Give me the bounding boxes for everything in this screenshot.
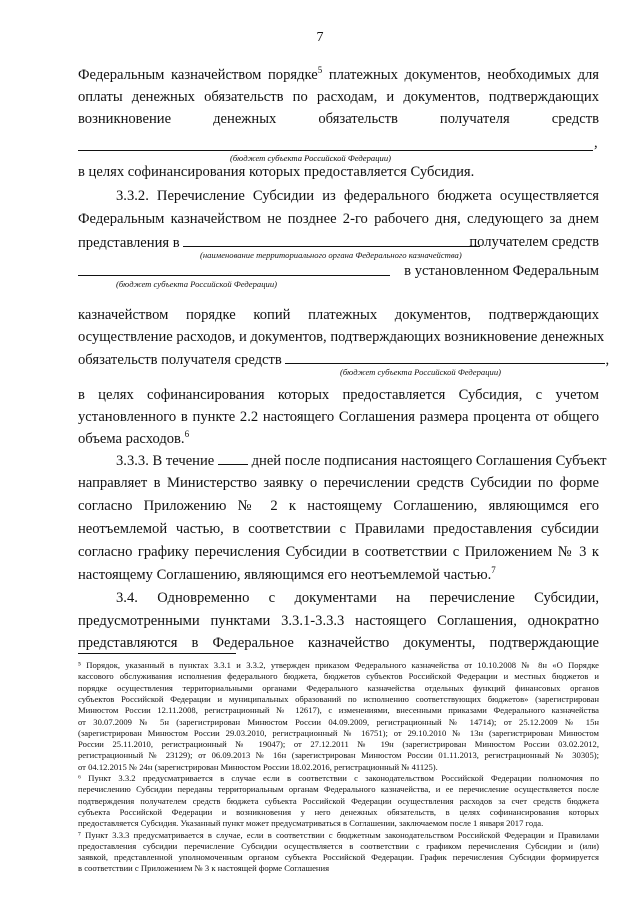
footnote-line: субъекта Российской Федерации и возникновения у него денежных обязательств, в целях софинансирования которых bbox=[78, 806, 599, 817]
footnote-line: ⁵ Порядок, указанный в пунктах 3.3.1 и 3.3.2, утвержден приказом Федерального казначейства от 10.10.2008 № 8н «О Порядке bbox=[78, 660, 599, 670]
body-line bbox=[78, 66, 599, 84]
body-line: 3.3.2. Перечисление Субсидии из федерального бюджета осуществляется bbox=[116, 188, 599, 204]
footnote-line: кассового обслуживания исполнения федерального бюджета, бюджетов субъектов Российской Федерации и местных бюджетов и bbox=[78, 671, 599, 682]
body-line bbox=[78, 430, 599, 448]
body-text: , bbox=[594, 135, 598, 151]
body-line: предусмотренными пунктами 3.3.1-3.3.3 настоящего Соглашения, однократно bbox=[78, 613, 599, 629]
footnote-ref: 7 bbox=[491, 565, 496, 576]
footnote-line: подтверждения получателем средств бюджета субъекта Российской Федерации осуществления расходов за счет средств бюджета bbox=[78, 795, 599, 806]
footnote-line: субъектов Российской Федерации и муниципальных образований по исполнению соответствующих бюджетов» (зарегистрирован bbox=[78, 693, 599, 704]
field-caption: (наименование территориального органа Федерального казначейства) bbox=[200, 250, 462, 260]
footnote-line: ⁶ Пункт 3.3.2 предусматривается в случае если в соответствии с законодательством Российской Федерации полномочия по bbox=[78, 773, 599, 783]
body-text: Федеральным казначейством порядке bbox=[78, 67, 318, 83]
body-line: в целях софинансирования которых предоставляется Субсидия. bbox=[78, 164, 475, 180]
body-line bbox=[78, 350, 610, 369]
body-line: согласно графику перечисления Субсидии в соответствии с Приложением № 3 к bbox=[78, 544, 599, 560]
body-line: оплаты денежных обязательств по расходам, и документов, подтверждающих bbox=[78, 89, 599, 105]
body-line: неотъемлемой частью, в соответствии с Правилами предоставления субсидии bbox=[78, 521, 599, 537]
footnote-line: перечислению Субсидии переданы территориальным органам Федерального казначейства, и ее перечисление осуществляется после bbox=[78, 784, 599, 795]
body-line bbox=[116, 451, 607, 470]
blank-line bbox=[78, 275, 390, 276]
body-text: представления в bbox=[78, 235, 180, 251]
body-text: получателем средств bbox=[469, 234, 599, 250]
footnote-line: России 25.11.2010, регистрационный № 19047); от 27.12.2011 № 19н (зарегистрирован Минюстом России 03.02.2012, bbox=[78, 739, 599, 750]
body-line: возникновение денежных обязательств получателя средств bbox=[78, 111, 599, 127]
body-text: 3.3.3. В течение bbox=[116, 453, 215, 469]
footnote-line: порядке осуществления территориальными органами Федерального казначейства отдельных функций финансовых органов bbox=[78, 682, 599, 693]
blank-line bbox=[218, 451, 248, 465]
body-text: обязательств получателя средств bbox=[78, 352, 282, 368]
body-line: направляет в Министерство заявку о перечислении средств Субсидии по форме bbox=[78, 475, 599, 491]
body-line: согласно Приложению № 2 к настоящему Соглашению, являющимся его bbox=[78, 498, 599, 514]
footnote-line: от 30.07.2009 № 5н (зарегистрирован Минюстом России 04.09.2009, регистрационный № 14714); от 25.12.2009 № 15н bbox=[78, 716, 599, 727]
blank-line bbox=[285, 350, 605, 364]
footnote-line: регистрационный № 23129); от 06.09.2013 № 16н (зарегистрирован Минюстом России 01.11.2013, регистрационный № 30305); bbox=[78, 750, 599, 761]
footnote-separator bbox=[78, 653, 236, 654]
footnote-line: от 04.12.2015 № 24н (зарегистрирован Минюстом России 18.02.2016, регистрационный № 41125). bbox=[78, 761, 438, 772]
field-caption: (бюджет субъекта Российской Федерации) bbox=[230, 153, 391, 163]
body-line: Федеральным казначейством не позднее 2-го рабочего дня, следующего за днем bbox=[78, 211, 599, 227]
page-number: 7 bbox=[316, 30, 324, 45]
body-line: осуществление расходов, и документов, подтверждающих возникновение денежных bbox=[78, 329, 605, 345]
field-caption: (бюджет субъекта Российской Федерации) bbox=[340, 367, 501, 377]
blank-line bbox=[78, 150, 593, 151]
footnote-line: (зарегистрирован Минюстом России 29.03.2010, регистрационный № 16751); от 29.10.2010 № 13н (зарегистрирован Минюстом bbox=[78, 727, 599, 738]
body-line: представляются в Федеральное казначейство документы, подтверждающие bbox=[78, 635, 599, 651]
footnote-ref: 5 bbox=[317, 65, 323, 76]
body-line: казначейством порядке копий платежных документов, подтверждающих bbox=[78, 307, 599, 323]
footnote-line: Минюстом России 12.11.2008, регистрационный № 12617), с изменениями, внесенными приказами Федерального казначейства bbox=[78, 705, 599, 716]
footnote-line: предоставления субсидии перечисление Субсидии осуществляется в соответствии с графиком перечисления Субсидии и (или) bbox=[78, 840, 599, 851]
body-line: 3.4. Одновременно с документами на перечисление Субсидии, bbox=[116, 590, 599, 606]
body-text: объема расходов. bbox=[78, 431, 185, 447]
blank-line bbox=[183, 233, 480, 247]
footnote-ref: 6 bbox=[184, 429, 190, 440]
footnote-line: предоставляется Субсидия. Указанный пункт может предусматриваться в Соглашении, заключаемом после 1 января 2017 года. bbox=[78, 818, 544, 829]
footnote-line: ⁷ Пункт 3.3.3 предусматривается в случае, если в соответствии с бюджетным законодательством Российской Федерации и Правилами bbox=[78, 829, 599, 840]
body-text: в установленном Федеральным bbox=[404, 263, 599, 279]
field-caption: (бюджет субъекта Российской Федерации) bbox=[116, 279, 277, 289]
body-text: дней после подписания настоящего Соглашения Субъект bbox=[251, 453, 607, 469]
body-text: платежных документов, необходимых для bbox=[322, 67, 600, 83]
body-line bbox=[78, 566, 599, 584]
footnote-line: заявкой, представленной уполномоченным органом субъекта Российской Федерации. График перечисления Субсидии формируется bbox=[78, 852, 599, 863]
body-text: настоящему Соглашению, являющимся его неотъемлемой частью. bbox=[78, 567, 492, 583]
body-line: установленного в пункте 2.2 настоящего Соглашения размера процента от общего bbox=[78, 409, 599, 425]
body-text: , bbox=[605, 352, 610, 368]
footnote-line: в соответствии с Приложением № 3 к настоящей форме Соглашения bbox=[78, 863, 330, 874]
body-line: в целях софинансирования которых предоставляется Субсидия, с учетом bbox=[78, 387, 599, 403]
